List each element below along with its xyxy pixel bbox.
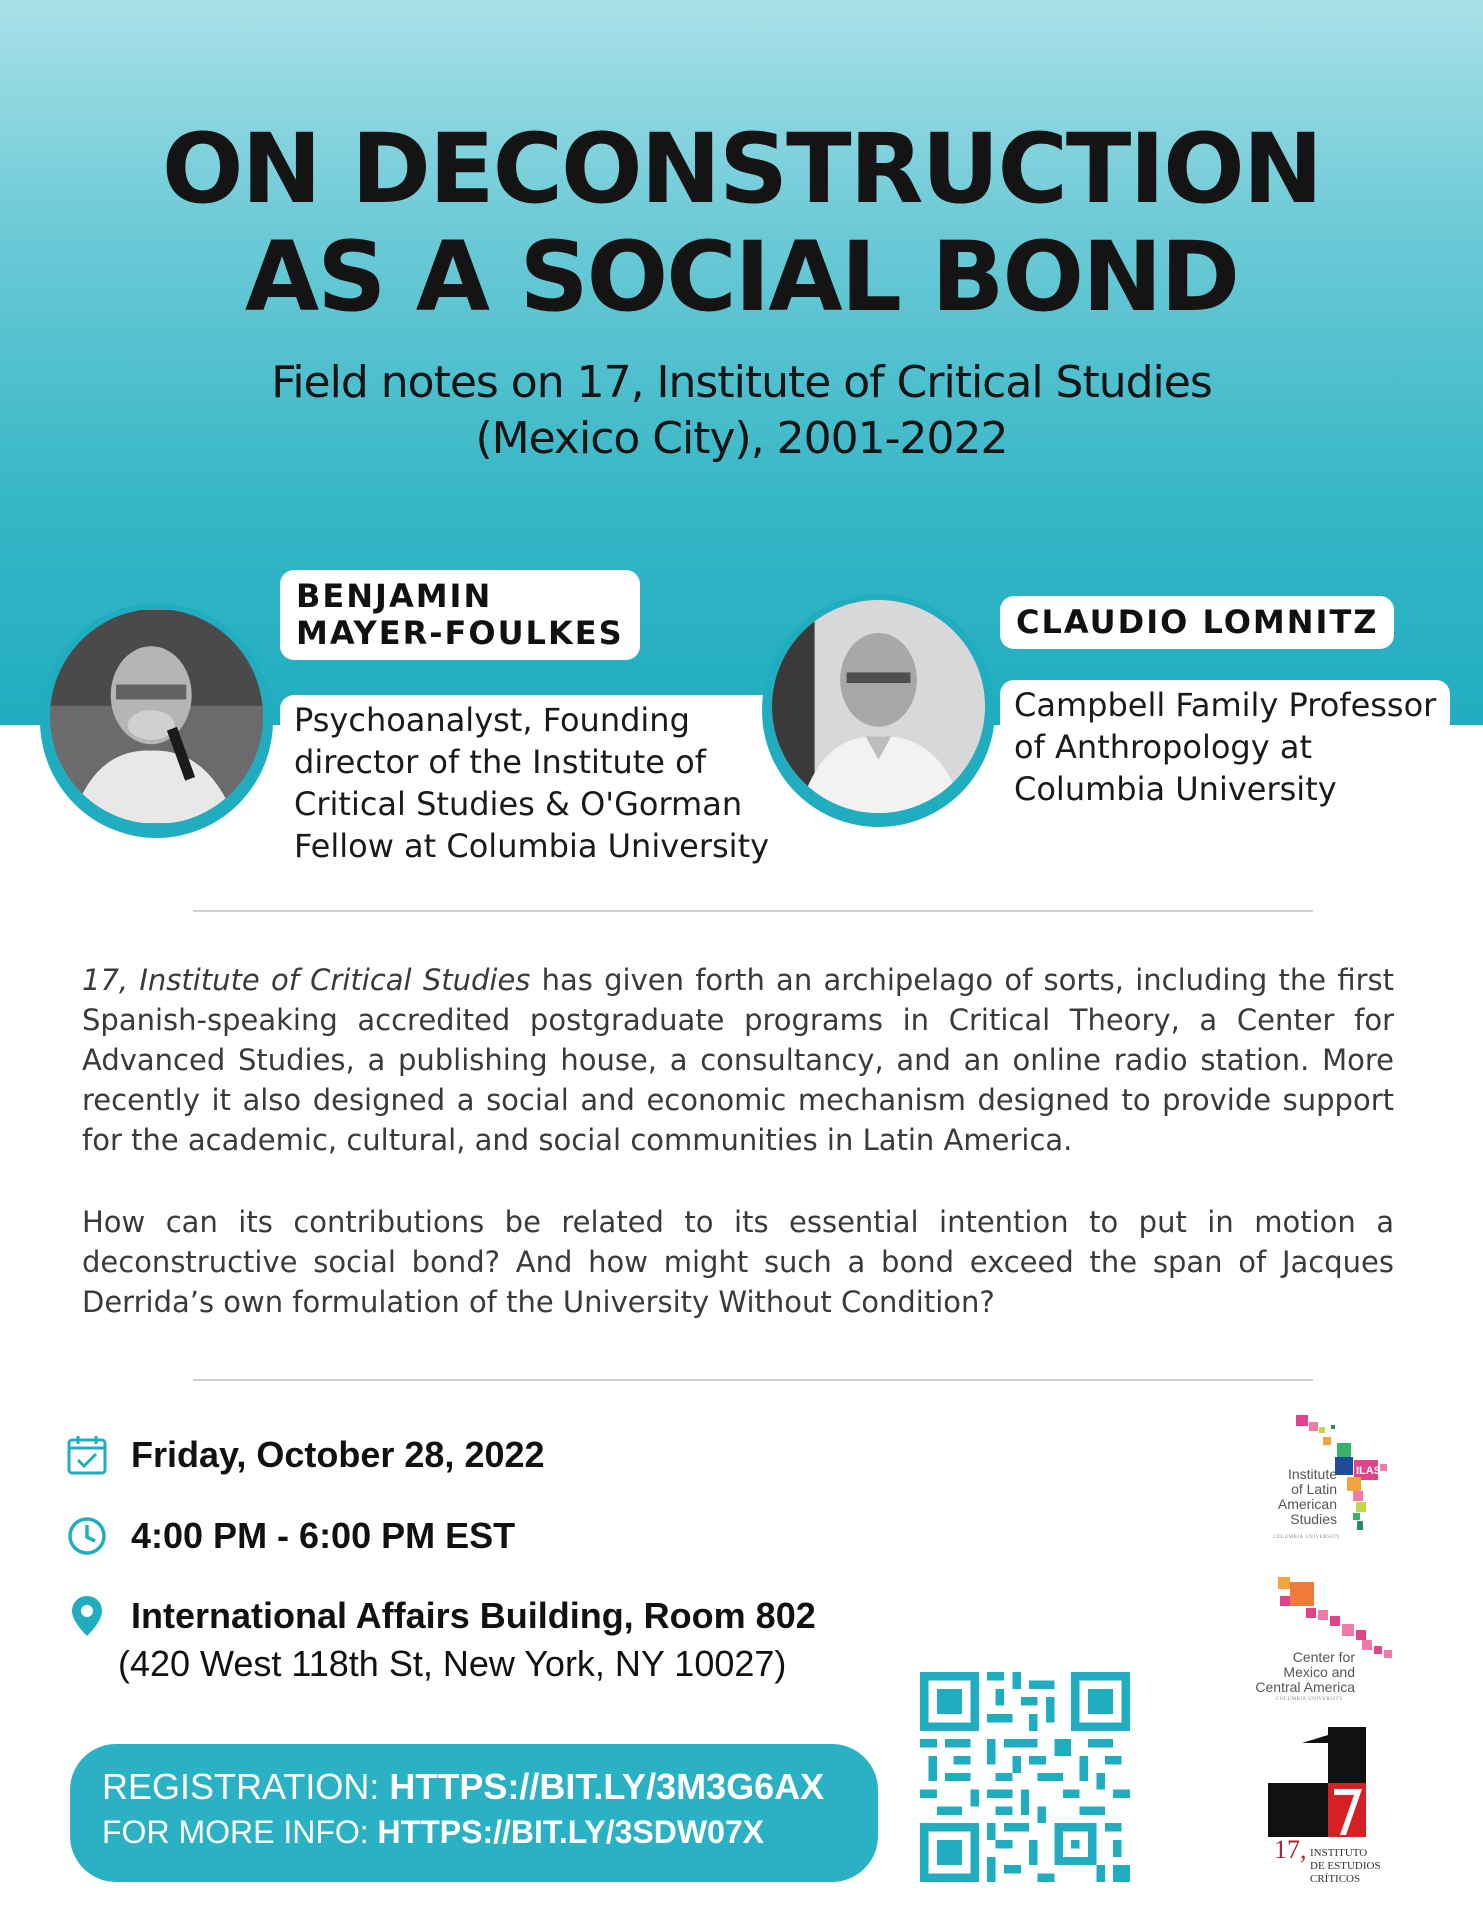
calendar-check-icon — [65, 1433, 109, 1477]
bio-line: Campbell Family Professor — [1014, 686, 1437, 724]
ilas-badge-text: ILAS — [1356, 1465, 1382, 1477]
subtitle-line-1: Field notes on 17, Institute of Critical Studies — [271, 357, 1212, 408]
cmca-logo-text — [1250, 1650, 1355, 1695]
clock-icon — [65, 1514, 109, 1558]
event-venue-row — [65, 1594, 816, 1638]
instituto-text-line: CRÍTICOS — [1310, 1873, 1361, 1885]
speaker-portrait-image — [772, 600, 985, 813]
title-line-2: AS A SOCIAL BOND — [244, 221, 1239, 333]
registration-line — [102, 1766, 824, 1808]
bio-line: Psychoanalyst, Founding — [294, 701, 690, 739]
speaker-name-line-1: BENJAMIN — [296, 577, 493, 615]
speaker-name-line-2: MAYER-FOULKES — [296, 614, 624, 652]
qr-code[interactable] — [920, 1672, 1130, 1882]
speaker-photo-claudio — [762, 594, 995, 827]
info-label: FOR MORE INFO: — [102, 1814, 369, 1850]
event-subtitle — [0, 355, 1483, 467]
divider-top — [193, 910, 1313, 912]
registration-label: REGISTRATION: — [102, 1766, 380, 1807]
ilas-text-line: Studies — [1290, 1511, 1337, 1527]
instituto-text-line: DE ESTUDIOS — [1310, 1860, 1381, 1872]
ilas-logo — [1265, 1415, 1410, 1545]
info-line — [102, 1814, 764, 1851]
speaker-portrait-image — [50, 609, 263, 824]
institute-name-italic: 17, Institute of Critical Studies — [82, 963, 531, 997]
cmca-logo — [1250, 1572, 1410, 1707]
ilas-text-line: of Latin — [1291, 1481, 1337, 1497]
bio-line: Critical Studies & O'Gorman — [294, 785, 743, 823]
bio-line: director of the Institute of — [294, 743, 706, 781]
cmca-text-line: Central America — [1255, 1679, 1355, 1695]
speaker-bio-claudio — [1000, 680, 1450, 814]
bio-line: of Anthropology at — [1014, 728, 1312, 766]
instituto-17-logo — [1262, 1727, 1407, 1892]
paragraph-1-text: has given forth an archipelago of sorts, including the first Spanish-speaking accredited postgraduate programs in Critical Theory, a Center for Advanced Studies, a publishing house, a consultancy, and an online radio station. More recently it also designed a social and economic mechanism designed to provide support for the academic, cultural, and social communities in Latin America. — [82, 963, 1394, 1157]
event-time-row — [65, 1514, 515, 1558]
speaker-name-claudio — [1000, 596, 1394, 649]
instituto-17-number: 17, — [1274, 1835, 1307, 1864]
speaker-photo-benjamin — [40, 603, 273, 838]
title-line-1: ON DECONSTRUCTION — [161, 113, 1322, 225]
event-date: Friday, October 28, 2022 — [131, 1434, 545, 1475]
ilas-text-line: Institute — [1287, 1466, 1337, 1482]
cmca-text-line: Center for — [1292, 1649, 1355, 1665]
cmca-university-text: COLUMBIA UNIVERSITY — [1276, 1697, 1344, 1702]
event-address: (420 West 118th St, New York, NY 10027) — [118, 1643, 787, 1684]
divider-bottom — [193, 1379, 1313, 1381]
registration-box — [70, 1744, 878, 1882]
ilas-university-text: COLUMBIA UNIVERSITY — [1273, 1535, 1341, 1540]
description-paragraph-1 — [82, 960, 1394, 1160]
instituto-17-text — [1310, 1847, 1381, 1886]
event-date-row — [65, 1433, 545, 1477]
ilas-text-line: American — [1277, 1496, 1337, 1512]
speaker-bio-benjamin — [280, 695, 783, 871]
event-title — [0, 115, 1483, 331]
event-time: 4:00 PM - 6:00 PM EST — [131, 1515, 516, 1556]
speaker-name-benjamin — [280, 570, 640, 660]
subtitle-line-2: (Mexico City), 2001-2022 — [475, 413, 1008, 464]
bio-line: Fellow at Columbia University — [294, 827, 770, 865]
description-paragraph-2: How can its contributions be related to its essential intention to put in motion a deconstructive social bond? And how might such a bond exceed the span of Jacques Derrida’s own formulation of the University Without Condition? — [82, 1205, 1394, 1319]
ilas-logo-text — [1265, 1467, 1337, 1527]
map-pin-icon — [65, 1594, 109, 1638]
speaker-name-line-1: CLAUDIO LOMNITZ — [1016, 603, 1379, 641]
cmca-text-line: Mexico and — [1283, 1664, 1355, 1680]
info-link[interactable]: HTTPS://BIT.LY/3SDW07X — [377, 1814, 764, 1850]
instituto-text-line: INSTITUTO — [1310, 1847, 1368, 1859]
bio-line: Columbia University — [1014, 770, 1337, 808]
registration-link[interactable]: HTTPS://BIT.LY/3M3G6AX — [389, 1766, 825, 1807]
event-venue: International Affairs Building, Room 802 — [131, 1595, 816, 1636]
